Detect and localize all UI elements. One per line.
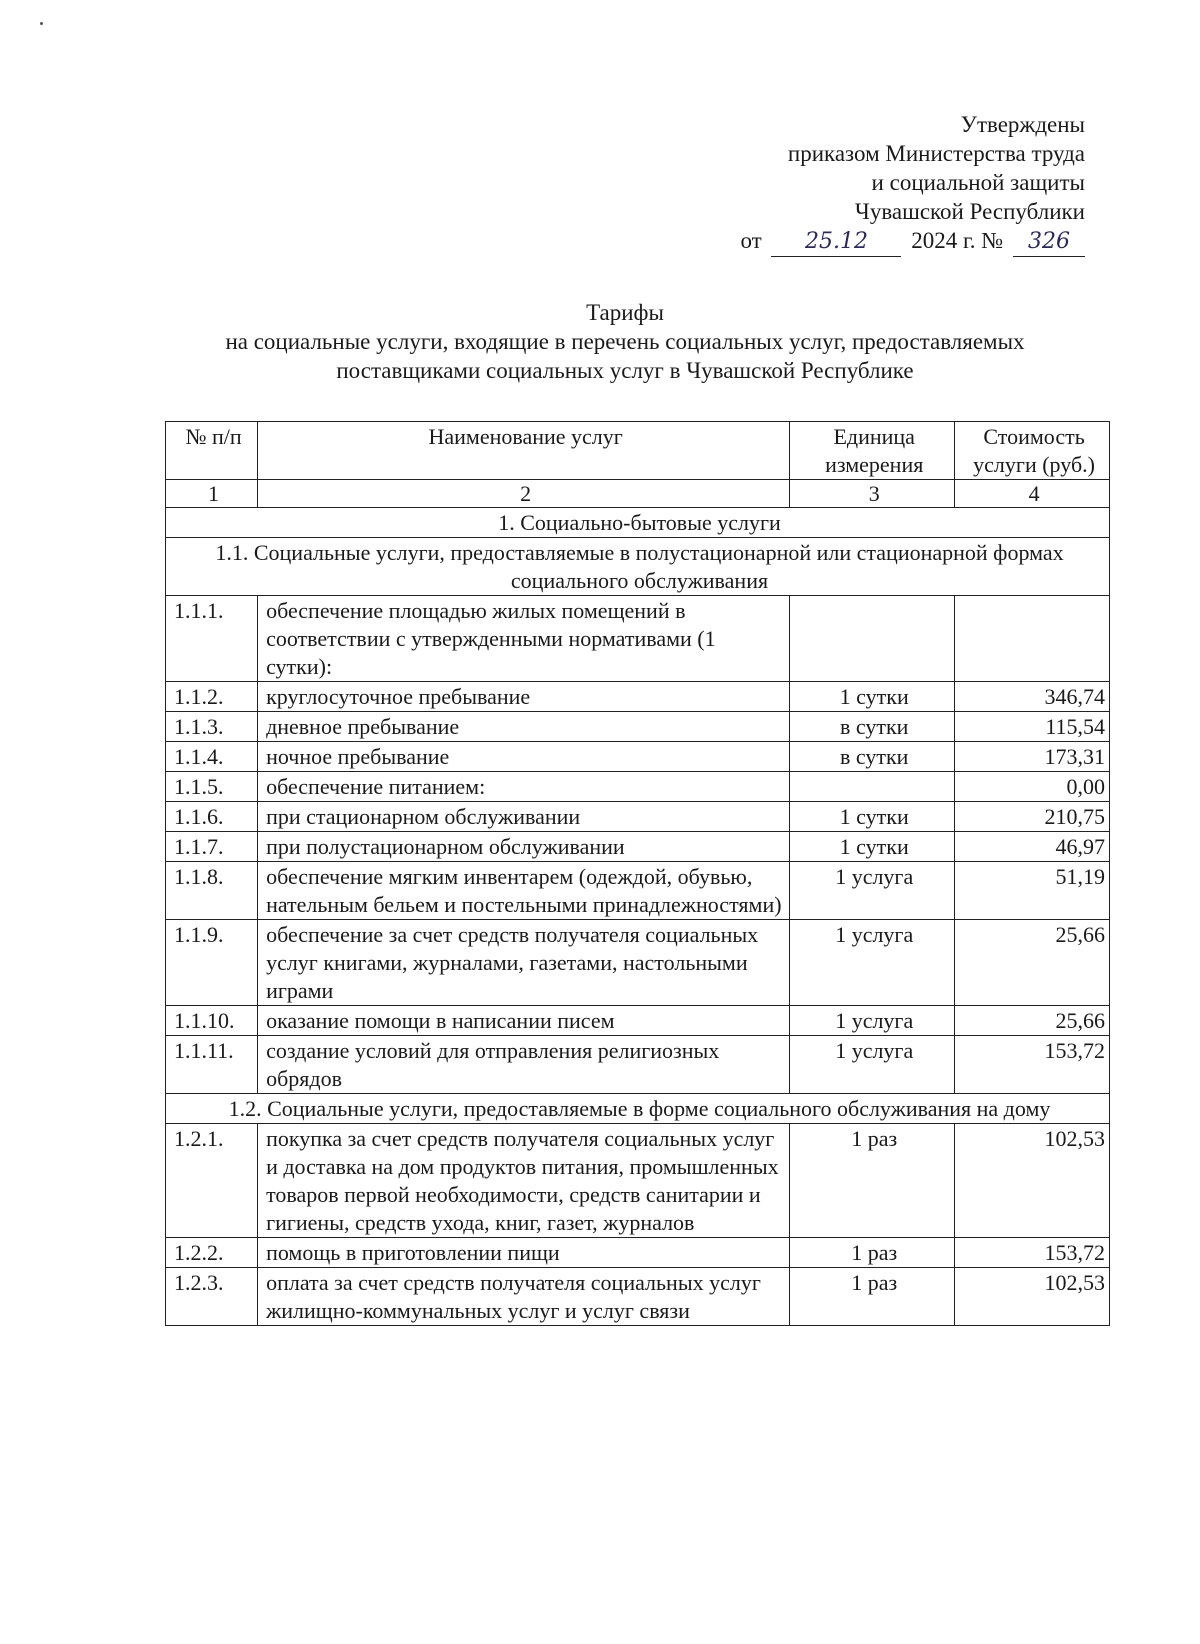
column-index-row — [166, 480, 1110, 508]
header-service-name: Наименование услуг — [258, 422, 790, 480]
table-row — [166, 862, 1110, 920]
handwritten-order-number: 326 — [1013, 227, 1085, 257]
service-unit — [790, 772, 955, 802]
subsection-row — [166, 1094, 1110, 1124]
index-cell: 3 — [790, 480, 955, 508]
scan-speck — [40, 22, 43, 25]
service-number: 1.2.3. — [166, 1268, 258, 1326]
service-number: 1.1.10. — [166, 1006, 258, 1036]
order-date-line — [740, 226, 1085, 257]
index-cell: 1 — [166, 480, 258, 508]
subsection-row — [166, 538, 1110, 596]
service-cost: 346,74 — [955, 682, 1110, 712]
table-row — [166, 742, 1110, 772]
service-unit: 1 сутки — [790, 682, 955, 712]
service-name: покупка за счет средств получателя социальных услуг и доставка на дом продуктов питания, промышленных товаров первой необходимости, средств санитарии и гигиены, средств ухода, книг, газет, журналов — [258, 1124, 790, 1238]
index-cell: 2 — [258, 480, 790, 508]
service-cost: 115,54 — [955, 712, 1110, 742]
table-row — [166, 596, 1110, 682]
service-cost: 102,53 — [955, 1268, 1110, 1326]
service-number: 1.1.7. — [166, 832, 258, 862]
service-cost: 102,53 — [955, 1124, 1110, 1238]
service-number: 1.1.8. — [166, 862, 258, 920]
approval-line-4: Чувашской Республики — [854, 199, 1085, 224]
approval-stamp-block — [740, 110, 1085, 257]
approval-line-3: и социальной защиты — [871, 170, 1085, 195]
tariffs-table — [165, 421, 1110, 1326]
service-number: 1.1.6. — [166, 802, 258, 832]
table-row — [166, 712, 1110, 742]
service-cost: 25,66 — [955, 1006, 1110, 1036]
table-row — [166, 802, 1110, 832]
service-unit — [790, 596, 955, 682]
service-name: оплата за счет средств получателя социальных услуг жилищно-коммунальных услуг и услуг связи — [258, 1268, 790, 1326]
service-cost: 0,00 — [955, 772, 1110, 802]
service-number: 1.1.2. — [166, 682, 258, 712]
service-cost — [955, 596, 1110, 682]
service-name: создание условий для отправления религиозных обрядов — [258, 1036, 790, 1094]
section-title: 1. Социально-бытовые услуги — [166, 508, 1110, 538]
service-unit: в сутки — [790, 712, 955, 742]
service-number: 1.1.1. — [166, 596, 258, 682]
service-cost: 210,75 — [955, 802, 1110, 832]
header-number: № п/п — [166, 422, 258, 480]
service-unit: в сутки — [790, 742, 955, 772]
service-number: 1.1.5. — [166, 772, 258, 802]
service-name: ночное пребывание — [258, 742, 790, 772]
service-number: 1.1.9. — [166, 920, 258, 1006]
year-label: 2024 г. № — [911, 228, 1004, 253]
table-row — [166, 1006, 1110, 1036]
approval-line-2: приказом Министерства труда — [787, 141, 1085, 166]
service-unit: 1 сутки — [790, 802, 955, 832]
service-name: оказание помощи в написании писем — [258, 1006, 790, 1036]
service-unit: 1 сутки — [790, 832, 955, 862]
service-number: 1.1.3. — [166, 712, 258, 742]
section-row — [166, 508, 1110, 538]
table-row — [166, 1238, 1110, 1268]
title-line-1: Тарифы — [586, 300, 664, 325]
table-row — [166, 1124, 1110, 1238]
service-name: дневное пребывание — [258, 712, 790, 742]
service-number: 1.2.2. — [166, 1238, 258, 1268]
service-unit: 1 услуга — [790, 1006, 955, 1036]
table-row — [166, 772, 1110, 802]
header-cost: Стоимость услуги (руб.) — [955, 422, 1110, 480]
table-row — [166, 682, 1110, 712]
table-row — [166, 832, 1110, 862]
service-name: при стационарном обслуживании — [258, 802, 790, 832]
service-cost: 153,72 — [955, 1238, 1110, 1268]
service-cost: 173,31 — [955, 742, 1110, 772]
service-number: 1.2.1. — [166, 1124, 258, 1238]
from-label: от — [740, 228, 762, 253]
service-unit: 1 услуга — [790, 862, 955, 920]
service-name: обеспечение мягким инвентарем (одеждой, обувью, нательным бельем и постельными принадлежностями) — [258, 862, 790, 920]
subsection-title: 1.1. Социальные услуги, предоставляемые в полустационарной или стационарной формах социального обслуживания — [166, 538, 1110, 596]
service-unit: 1 услуга — [790, 920, 955, 1006]
table-row — [166, 1036, 1110, 1094]
service-number: 1.1.11. — [166, 1036, 258, 1094]
service-name: обеспечение за счет средств получателя социальных услуг книгами, журналами, газетами, настольными играми — [258, 920, 790, 1006]
service-cost: 153,72 — [955, 1036, 1110, 1094]
service-cost: 51,19 — [955, 862, 1110, 920]
title-line-2: на социальные услуги, входящие в перечень социальных услуг, предоставляемых — [225, 329, 1025, 354]
service-name: при полустационарном обслуживании — [258, 832, 790, 862]
table-header-row — [166, 422, 1110, 480]
index-cell: 4 — [955, 480, 1110, 508]
approval-line-1: Утверждены — [960, 112, 1085, 137]
table-row — [166, 1268, 1110, 1326]
service-unit: 1 услуга — [790, 1036, 955, 1094]
document-title — [160, 298, 1090, 385]
service-unit: 1 раз — [790, 1124, 955, 1238]
service-name: круглосуточное пребывание — [258, 682, 790, 712]
header-unit: Единица измерения — [790, 422, 955, 480]
service-unit: 1 раз — [790, 1268, 955, 1326]
service-unit: 1 раз — [790, 1238, 955, 1268]
service-cost: 25,66 — [955, 920, 1110, 1006]
subsection-title: 1.2. Социальные услуги, предоставляемые в форме социального обслуживания на дому — [166, 1094, 1110, 1124]
service-name: обеспечение площадью жилых помещений в соответствии с утвержденными нормативами (1 сутки): — [258, 596, 790, 682]
service-name: помощь в приготовлении пищи — [258, 1238, 790, 1268]
service-cost: 46,97 — [955, 832, 1110, 862]
service-name: обеспечение питанием: — [258, 772, 790, 802]
table-row — [166, 920, 1110, 1006]
title-line-3: поставщиками социальных услуг в Чувашской Республике — [336, 358, 914, 383]
service-number: 1.1.4. — [166, 742, 258, 772]
handwritten-date: 25.12 — [771, 227, 901, 257]
